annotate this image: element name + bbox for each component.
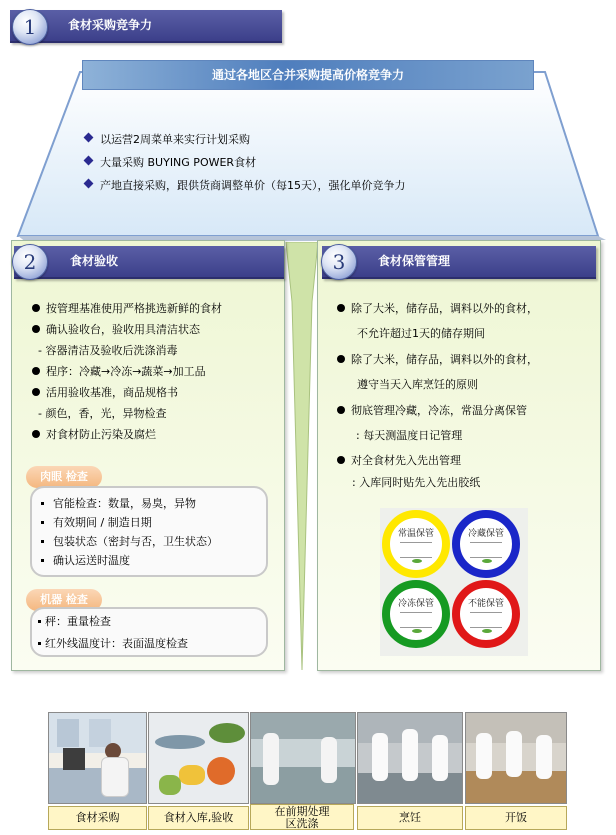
visual-check-label: 肉眼 检查 <box>26 466 102 488</box>
machine-check-bullet-icon <box>38 642 41 645</box>
machine-check-label: 机器 检查 <box>26 589 102 611</box>
section3-subitem: 遵守当天入库烹饪的原则 <box>357 378 478 391</box>
leaf-icon <box>412 629 422 633</box>
section3-subitem: : 每天测温度日记管理 <box>356 429 463 442</box>
machine-check-bullet-icon <box>38 620 41 623</box>
section2-number: 2 <box>23 250 37 274</box>
storage-label-title: 不能保管 <box>467 599 504 609</box>
section2-bullet-icon <box>32 430 40 438</box>
visual-check-item: 确认运送时温度 <box>53 554 130 567</box>
section3-item: 对全食材先入先出管理 <box>351 454 461 467</box>
storage-label-lines <box>400 612 432 628</box>
section1-item: 产地直接采购，跟供货商调整单价（每15天），强化单价竞争力 <box>100 179 406 192</box>
section2-item: 按管理基准使用严格挑选新鲜的食材 <box>46 302 222 315</box>
section3-bullet-icon <box>337 304 345 312</box>
photo-washing <box>250 712 356 804</box>
photo-cooking <box>357 712 463 804</box>
visual-check-item: 有效期间 / 制造日期 <box>53 516 152 529</box>
section1-number-badge <box>12 9 48 45</box>
visual-check-item: 包装状态（密封与否，卫生状态） <box>53 535 218 548</box>
section1-banner <box>82 60 534 90</box>
section3-item: 彻底管理冷藏，冷冻，常温分离保管 <box>351 404 527 417</box>
section3-title: 食材保管管理 <box>378 254 451 268</box>
section1-banner-text: 通过各地区合并采购提高价格竞争力 <box>211 68 404 82</box>
storage-label-title: 常温保管 <box>397 529 434 539</box>
photo-receiving <box>148 712 249 804</box>
section3-number-badge <box>321 244 357 280</box>
storage-label-ring <box>452 580 520 648</box>
machine-check-item: 秤：重量检查 <box>45 615 111 628</box>
visual-check-bullet-icon <box>41 502 44 505</box>
visual-check-bullet-icon <box>41 521 44 524</box>
section2-bullet-icon <box>32 304 40 312</box>
process-caption: 烹饪 <box>357 806 463 830</box>
section1-number: 1 <box>23 15 37 39</box>
section3-bullet-icon <box>337 355 345 363</box>
process-caption: 食材采购 <box>48 806 147 830</box>
section1-item: 大量采购 BUYING POWER食材 <box>100 156 257 169</box>
visual-check-bullet-icon <box>41 559 44 562</box>
photo-purchasing <box>48 712 147 804</box>
section3-bullet-icon <box>337 456 345 464</box>
storage-label-lines <box>400 542 432 558</box>
storage-label-lines <box>470 612 502 628</box>
leaf-icon <box>412 559 422 563</box>
center-connector <box>282 242 322 672</box>
section2-bullet-icon <box>32 388 40 396</box>
section2-item: 对食材防止污染及腐烂 <box>46 428 156 441</box>
storage-label-title: 冷冻保管 <box>397 599 434 609</box>
storage-label-lines <box>470 542 502 558</box>
section3-number: 3 <box>332 250 346 274</box>
section3-item: 除了大米，储存品，调料以外的食材， <box>351 302 538 315</box>
storage-label-ring <box>382 580 450 648</box>
section3-titlebar <box>322 246 596 279</box>
section3-item: 除了大米，储存品，调料以外的食材， <box>351 353 538 366</box>
section2-bullet-icon <box>32 325 40 333</box>
machine-check-item: 红外线温度计：表面温度检查 <box>45 637 188 650</box>
storage-label-ring <box>452 510 520 578</box>
section2-number-badge <box>12 244 48 280</box>
visual-check-item: 官能检查：数量，易臭，异物 <box>53 497 196 510</box>
section3-bullet-icon <box>337 406 345 414</box>
section2-item: 确认验收台，验收用具清洁状态 <box>46 323 200 336</box>
section2-item: 活用验收基准，商品规格书 <box>46 386 178 399</box>
leaf-icon <box>482 629 492 633</box>
section1-titlebar <box>10 10 282 43</box>
section2-title: 食材验收 <box>70 254 119 268</box>
visual-check-bullet-icon <box>41 540 44 543</box>
storage-label-ring <box>382 510 450 578</box>
section1-title: 食材采购竞争力 <box>68 18 153 32</box>
section1-item: 以运营2周菜单来实行计划采购 <box>100 133 250 146</box>
process-caption: 开饭 <box>465 806 567 830</box>
section3-subitem: 不允许超过1天的储存期间 <box>357 327 485 340</box>
section2-bullet-icon <box>32 367 40 375</box>
process-caption-text: 在前期处理区洗涤 <box>274 805 330 830</box>
section3-subitem: : 入库同时贴先入先出胶纸 <box>352 476 481 489</box>
leaf-icon <box>482 559 492 563</box>
section2-item: 程序：冷藏→冷冻→蔬菜→加工品 <box>46 365 206 378</box>
photo-serving <box>465 712 567 804</box>
section2-subitem: - 颜色，香，光，异物检查 <box>38 407 167 420</box>
process-caption: 食材入库,验收 <box>148 806 249 830</box>
section2-titlebar <box>14 246 284 279</box>
section2-subitem: - 容器清洁及验收后洗涤消毒 <box>38 344 178 357</box>
storage-label-title: 冷藏保管 <box>467 529 504 539</box>
process-caption <box>250 804 354 830</box>
